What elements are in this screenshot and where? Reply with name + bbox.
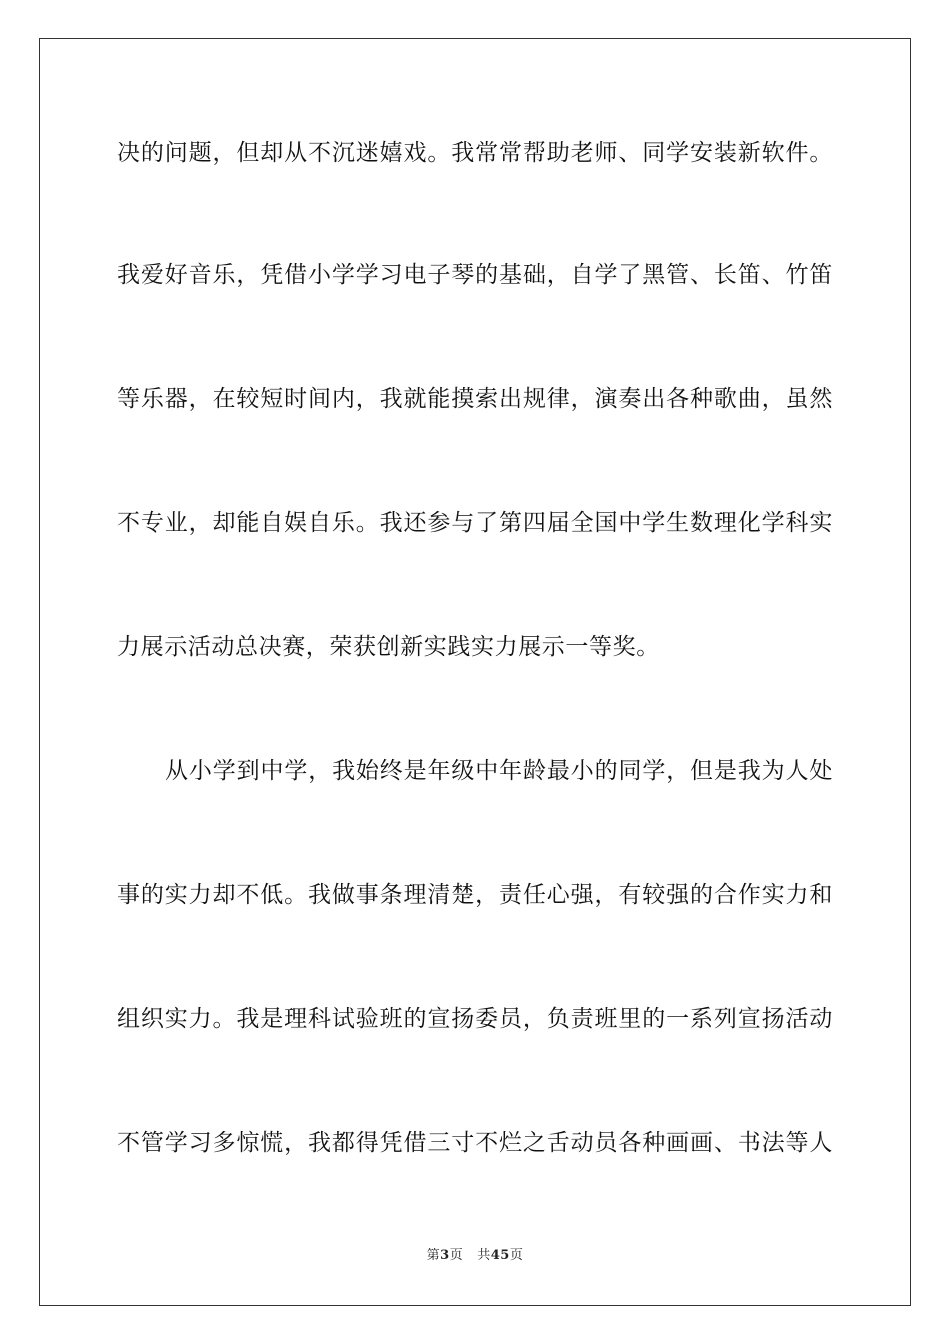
page-unit: 页: [449, 1248, 464, 1263]
page-frame: [39, 38, 911, 1306]
paragraph-line: 从小学到中学，我始终是年级中年龄最小的同学，但是我为人处: [165, 758, 833, 784]
page-footer: [0, 1248, 950, 1264]
total-prefix: 共: [477, 1248, 491, 1263]
paragraph-line: 不专业，却能自娱自乐。我还参与了第四届全国中学生数理化学科实: [117, 510, 833, 536]
page-prefix: 第: [426, 1248, 441, 1263]
paragraph-line: 事的实力却不低。我做事条理清楚，责任心强，有较强的合作实力和: [117, 882, 833, 908]
page-current: 3: [440, 1248, 450, 1263]
paragraph-line: 决的问题，但却从不沉迷嬉戏。我常常帮助老师、同学安装新软件。: [117, 140, 833, 166]
paragraph-line: 我爱好音乐，凭借小学学习电子琴的基础，自学了黑管、长笛、竹笛: [117, 262, 833, 288]
page-total: 45: [490, 1248, 510, 1263]
paragraph-line: 力展示活动总决赛，荣获创新实践实力展示一等奖。: [117, 634, 660, 660]
paragraph-line: 等乐器，在较短时间内，我就能摸索出规律，演奏出各种歌曲，虽然: [117, 386, 833, 412]
paragraph-line: 不管学习多惊慌，我都得凭借三寸不烂之舌动员各种画画、书法等人: [117, 1130, 833, 1156]
paragraph-line: 组织实力。我是理科试验班的宣扬委员，负责班里的一系列宣扬活动: [117, 1006, 833, 1032]
total-unit: 页: [509, 1248, 524, 1263]
